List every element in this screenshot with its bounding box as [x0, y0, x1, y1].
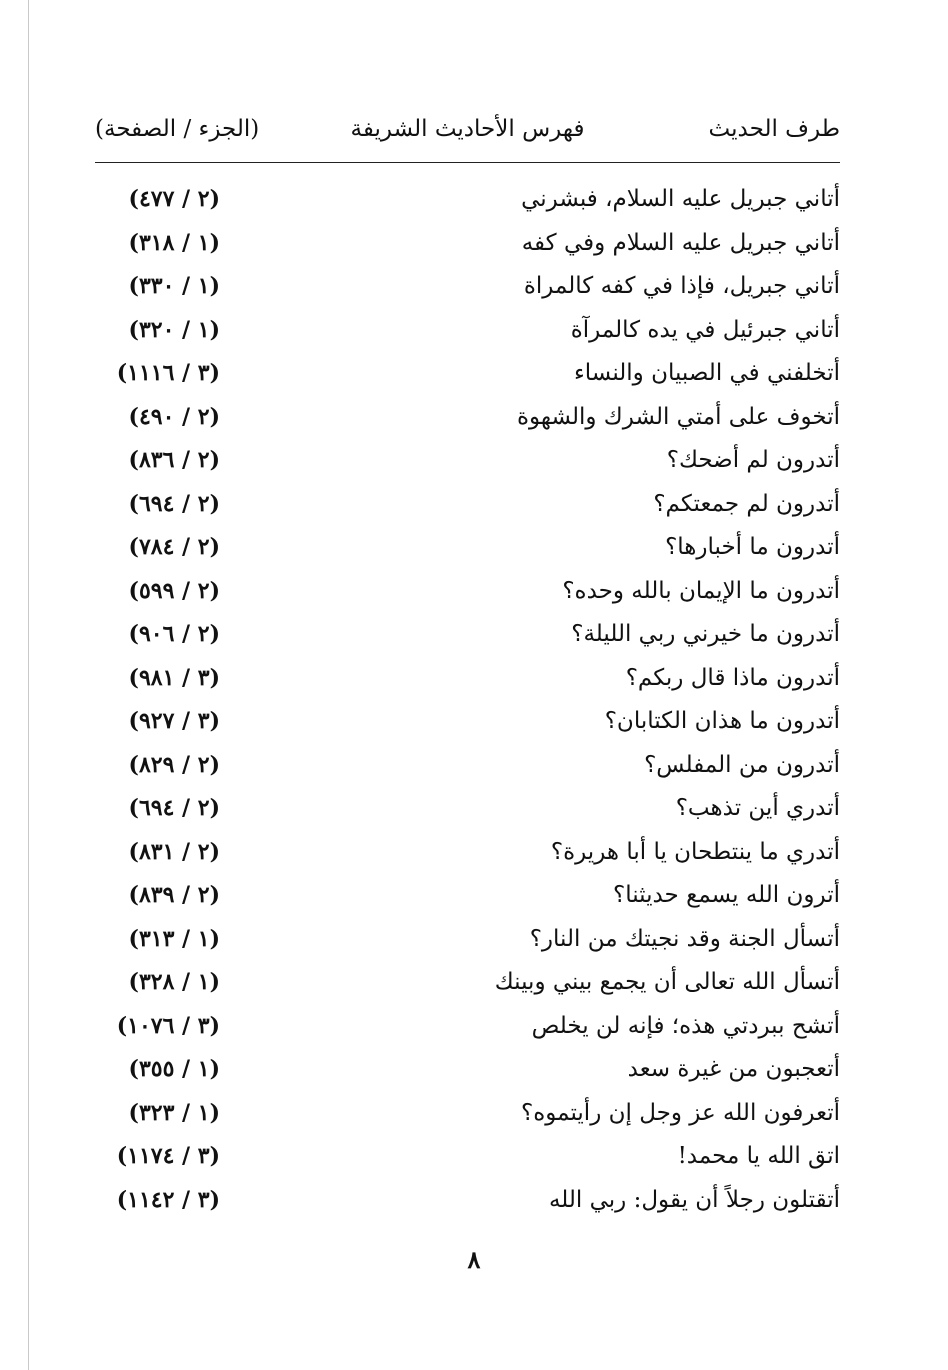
hadith-opening: أتاني جبريل عليه السلام، فبشرني	[521, 186, 840, 212]
volume-page-ref: (٣ / ٩٨١)	[128, 664, 220, 691]
header-hadith-column: طرف الحديث	[708, 116, 840, 142]
volume-page-ref: (٣ / ١٠٧٦)	[116, 1012, 220, 1039]
volume-page-ref: (٣ / ١١٤٢)	[116, 1186, 220, 1213]
volume-page-ref: (٢ / ٨٢٩)	[128, 751, 220, 778]
hadith-opening: أتدري أين تذهب؟	[675, 795, 840, 821]
volume-page-ref: (٢ / ٨٣١)	[128, 838, 220, 865]
index-row	[95, 788, 840, 832]
hadith-index-list	[95, 179, 840, 1223]
index-row	[95, 353, 840, 397]
hadith-opening: أتدرون ماذا قال ربكم؟	[625, 664, 840, 691]
page-number: ٨	[467, 1245, 481, 1274]
header-rule	[95, 162, 840, 163]
volume-page-ref: (٢ / ٧٨٤)	[128, 534, 220, 560]
hadith-opening: أتخوف على أمتي الشرك والشهوة	[516, 403, 840, 430]
volume-page-ref: (٢ / ٦٩٤)	[128, 490, 220, 517]
index-row	[95, 397, 840, 441]
index-row	[95, 962, 840, 1006]
hadith-opening: أتاني جبريل، فإذا في كفه كالمراة	[523, 273, 840, 299]
index-row	[95, 310, 840, 354]
index-row	[95, 223, 840, 267]
index-row	[95, 658, 840, 702]
index-row	[95, 919, 840, 963]
hadith-opening: أتعرفون الله عز وجل إن رأيتموه؟	[521, 1099, 840, 1126]
hadith-opening: أتدرون ما خيرني ربي الليلة؟	[571, 621, 840, 647]
index-row	[95, 614, 840, 658]
header-title: فهرس الأحاديث الشريفة	[350, 116, 585, 142]
hadith-opening: اتق الله يا محمد!	[677, 1143, 840, 1169]
index-row	[95, 745, 840, 789]
running-header	[95, 116, 840, 156]
volume-page-ref: (١ / ٣٣٠)	[128, 273, 220, 299]
hadith-opening: أتدرون ما أخبارها؟	[665, 534, 840, 560]
hadith-opening: أتسأل الجنة وقد نجيتك من النار؟	[529, 925, 840, 952]
hadith-opening: أتدرون ما الإيمان بالله وحده؟	[562, 577, 840, 604]
volume-page-ref: (١ / ٣٢٣)	[128, 1099, 220, 1126]
hadith-opening: أترون الله يسمع حديثنا؟	[612, 882, 840, 908]
hadith-opening: أتدرون من المفلس؟	[644, 751, 840, 778]
volume-page-ref: (٢ / ٨٣٩)	[128, 882, 220, 908]
hadith-opening: أتدري ما ينتطحان يا أبا هريرة؟	[550, 838, 840, 865]
index-row	[95, 440, 840, 484]
index-row	[95, 1136, 840, 1180]
hadith-opening: أتاني جبرئيل في يده كالمرآة	[570, 316, 840, 343]
index-row	[95, 1006, 840, 1050]
hadith-opening: أتقتلون رجلاً أن يقول: ربي الله	[548, 1186, 840, 1213]
index-row	[95, 1180, 840, 1224]
index-row	[95, 832, 840, 876]
hadith-opening: أتدرون لم أضحك؟	[666, 447, 840, 473]
hadith-opening: أتدرون ما هذان الكتابان؟	[604, 708, 840, 734]
volume-page-ref: (٣ / ٩٢٧)	[128, 708, 220, 734]
volume-page-ref: (٣ / ١١١٦)	[116, 360, 220, 386]
index-row	[95, 1093, 840, 1137]
index-row	[95, 527, 840, 571]
volume-page-ref: (٢ / ٥٩٩)	[128, 577, 220, 604]
index-row	[95, 875, 840, 919]
hadith-opening: أتشح ببردتي هذه؛ فإنه لن يخلص	[531, 1012, 840, 1039]
binding-gutter-line	[28, 0, 29, 1370]
volume-page-ref: (٢ / ٨٣٦)	[128, 447, 220, 473]
index-row	[95, 701, 840, 745]
hadith-opening: أتاني جبريل عليه السلام وفي كفه	[521, 229, 840, 256]
hadith-opening: أتسأل الله تعالى أن يجمع بيني وبينك	[494, 969, 840, 995]
hadith-opening: أتخلفني في الصبيان والنساء	[573, 360, 840, 386]
volume-page-ref: (٣ / ١١٧٤)	[116, 1143, 220, 1169]
header-volume-page-column: (الجزء / الصفحة)	[95, 116, 260, 142]
hadith-opening: أتدرون لم جمعتكم؟	[653, 490, 840, 517]
volume-page-ref: (١ / ٣١٨)	[128, 229, 220, 256]
hadith-opening: أتعجبون من غيرة سعد	[627, 1056, 840, 1082]
volume-page-ref: (٢ / ٤٩٠)	[128, 403, 220, 430]
volume-page-ref: (١ / ٣٢٨)	[128, 969, 220, 995]
volume-page-ref: (٢ / ٦٩٤)	[128, 795, 220, 821]
volume-page-ref: (١ / ٣٢٠)	[128, 316, 220, 343]
index-row	[95, 484, 840, 528]
volume-page-ref: (١ / ٣١٣)	[128, 925, 220, 952]
volume-page-ref: (٢ / ٤٧٧)	[128, 186, 220, 212]
volume-page-ref: (١ / ٣٥٥)	[128, 1056, 220, 1082]
index-row	[95, 266, 840, 310]
index-row	[95, 1049, 840, 1093]
index-row	[95, 571, 840, 615]
index-row	[95, 179, 840, 223]
volume-page-ref: (٢ / ٩٠٦)	[128, 621, 220, 647]
